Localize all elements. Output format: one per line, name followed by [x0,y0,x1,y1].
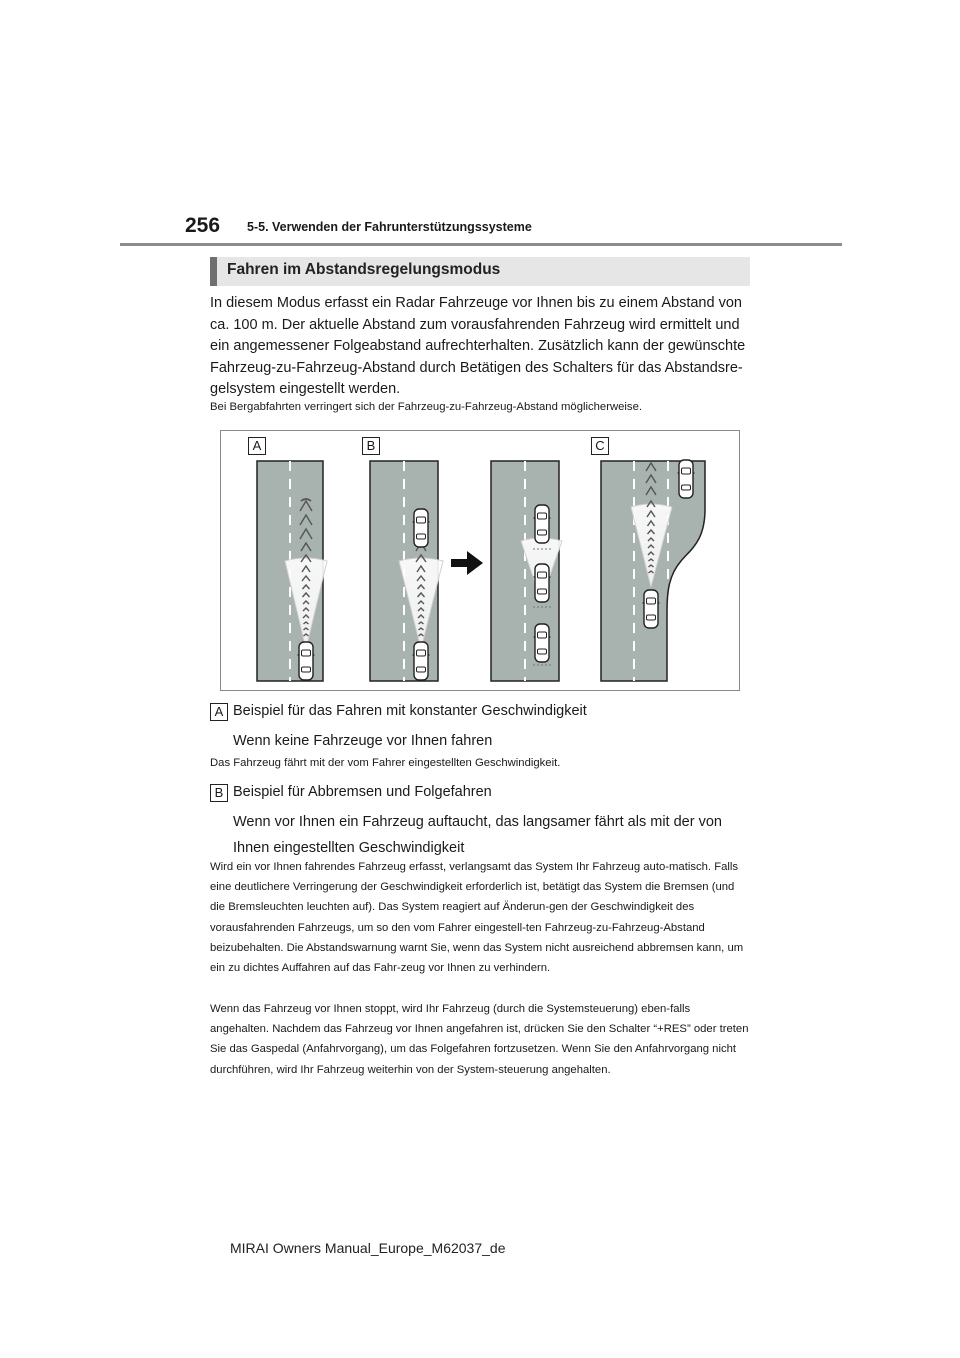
item-b-subtitle: Wenn vor Ihnen ein Fahrzeug auftaucht, das langsamer fährt als mit der von Ihnen eingestellten Geschwindigkeit [233,814,722,856]
item-a-title: Beispiel für das Fahren mit konstanter Geschwindigkeit [233,703,587,719]
own-vehicle-b [413,642,430,680]
intro-paragraph: In diesem Modus erfasst ein Radar Fahrzeuge vor Ihnen bis zu einem Abstand von ca. 100 m. Der aktuelle Abstand zum vorausfahrenden Fahrzeug wird ermittelt und ein angemessener Folgeabstand aufrechterhalten. Zusätzlich kann der gewünschte Fahrzeug-zu-Fahrzeug-Abstand durch Betätigen des Schalters für das Abstandsre-gelsystem eingestellt werden. [210,295,746,397]
note-paragraph: Bei Bergabfahrten verringert sich der Fahrzeug-zu-Fahrzeug-Abstand möglicherweise. [210,401,643,413]
figure-label-a: A [248,437,266,455]
item-b-title: Beispiel für Abbremsen und Folgefahren [233,784,492,800]
lead-vehicle-b2 [534,505,551,543]
item-a-text: Das Fahrzeug fährt mit der vom Fahrer eingestellten Geschwindigkeit. [210,757,561,769]
footer-manual-id: MIRAI Owners Manual_Europe_M62037_de [230,1240,506,1256]
item-a-badge: A [210,703,228,721]
own-vehicle-b2 [534,624,551,662]
merging-vehicle-c [678,460,695,498]
section-title: 5-5. Verwenden der Fahrunterstützungssysteme [247,220,532,234]
item-b-text-1: Wird ein vor Ihnen fahrendes Fahrzeug erfasst, verlangsamt das System Ihr Fahrzeug auto-matisch. Falls eine deutlichere Verringerung der Geschwindigkeit erforderlich ist, betätigt das System die Bremsen (und die Bremsleuchten leuchten auf). Das System reagiert auf Änderun-gen der Geschwindigkeit des vorausfahrenden Fahrzeugs, um so den vom Fahrer eingestell-ten Fahrzeug-zu-Fahrzeug-Abstand beizubehalten. Die Abstandswarnung warnt Sie, wenn das System nicht ausreichend abbremsen kann, um ein zu dichtes Auffahren auf das Fahr-zeug vor Ihnen zu verhindern. [210,861,744,975]
acc-illustration [220,430,740,691]
figure-label-c: C [591,437,609,455]
own-vehicle-c [643,590,660,628]
figure-label-b: B [362,437,380,455]
page-number: 256 [185,214,221,237]
lead-vehicle-b [413,509,430,547]
item-b-badge: B [210,784,228,802]
item-a-subtitle: Wenn keine Fahrzeuge vor Ihnen fahren [233,733,493,749]
item-b-text-2: Wenn das Fahrzeug vor Ihnen stoppt, wird Ihr Fahrzeug (durch die Systemsteuerung) eben-falls angehalten. Nachdem das Fahrzeug vor Ihnen angefahren ist, drücken Sie den Schalter “+RES” oder treten Sie das Gaspedal (Anfahrvorgang), um das Folgefahren fortzusetzen. Wenn Sie den Anfahrvorgang nicht durchführen, wird Ihr Fahrzeug weiterhin von der System-steuerung angehalten. [210,1003,749,1076]
own-vehicle-a [298,642,315,680]
middle-vehicle-b2 [534,564,551,602]
header-divider [120,243,842,246]
section-heading [210,257,750,286]
transition-arrow [451,551,483,575]
acc-diagram [221,431,741,692]
section-heading-text: Fahren im Abstandsregelungsmodus [227,261,501,278]
